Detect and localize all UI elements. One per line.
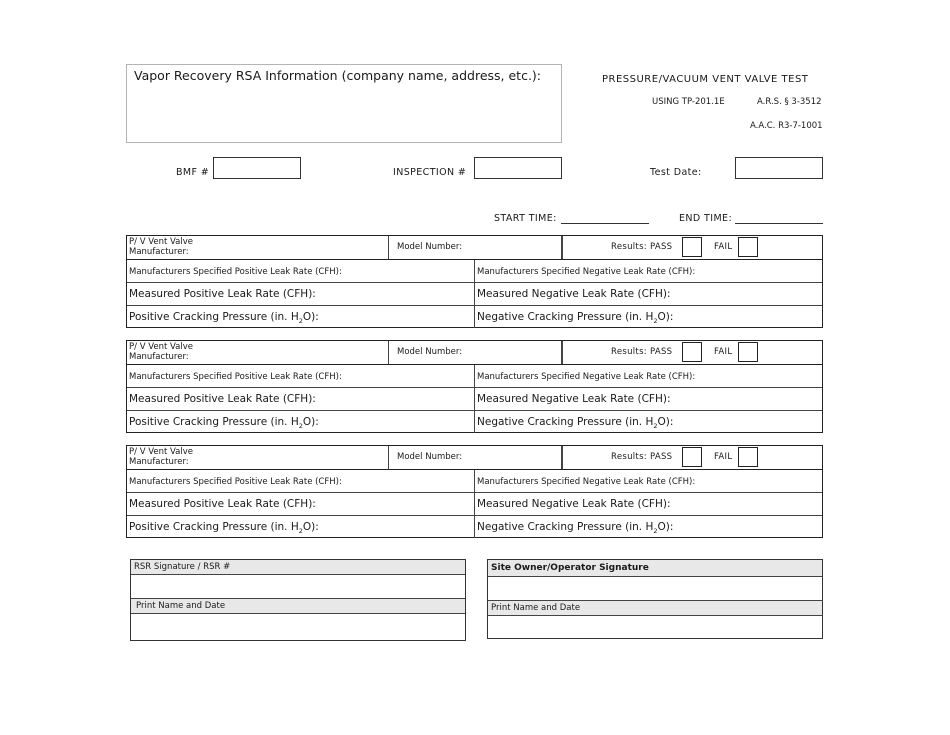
end-time-field[interactable] <box>735 223 823 224</box>
pass-checkbox[interactable] <box>682 237 702 257</box>
fail-label: FAIL <box>714 347 733 357</box>
fail-label: FAIL <box>714 242 733 252</box>
print-name-date-label-right: Print Name and Date <box>488 601 822 616</box>
owner-signature-label: Site Owner/Operator Signature <box>488 560 822 577</box>
inspection-field[interactable] <box>474 157 562 179</box>
end-time-label: END TIME: <box>679 213 733 224</box>
negative-cracking-pressure-label: Negative Cracking Pressure (in. $H_2O$): <box>477 416 674 431</box>
owner-print-name-field[interactable] <box>488 616 822 640</box>
model-number-label: Model Number: <box>397 242 463 252</box>
measured-leak-row <box>127 283 822 306</box>
fail-checkbox[interactable] <box>738 447 758 467</box>
bmf-field[interactable] <box>213 157 301 179</box>
measured-negative-leak-label: Measured Negative Leak Rate (CFH): <box>477 288 671 300</box>
manufacturer-label: P/ V Vent Valve Manufacturer: <box>129 237 193 257</box>
inspection-label: INSPECTION # <box>393 167 467 178</box>
aac-reference: A.A.C. R3-7-1001 <box>750 121 823 131</box>
positive-cracking-pressure-label: Positive Cracking Pressure (in. $H_2O$): <box>129 521 319 536</box>
measured-positive-leak-label: Measured Positive Leak Rate (CFH): <box>129 393 316 405</box>
negative-cracking-pressure-label: Negative Cracking Pressure (in. $H_2O$): <box>477 311 674 326</box>
fail-checkbox[interactable] <box>738 237 758 257</box>
test-date-field[interactable] <box>735 157 823 179</box>
spec-positive-leak-label: Manufacturers Specified Positive Leak Rate (CFH): <box>129 477 342 487</box>
positive-cracking-pressure-label: Positive Cracking Pressure (in. $H_2O$): <box>129 416 319 431</box>
fail-checkbox[interactable] <box>738 342 758 362</box>
valve-header-row <box>127 236 822 260</box>
ars-reference: A.R.S. § 3-3512 <box>757 97 822 107</box>
results-pass-label: Results: PASS <box>611 242 673 252</box>
manufacturer-label: P/ V Vent Valve Manufacturer: <box>129 447 193 467</box>
spec-leak-row <box>127 365 822 388</box>
spec-negative-leak-label: Manufacturers Specified Negative Leak Rate (CFH): <box>477 267 696 277</box>
valve-test-block-1 <box>126 235 823 328</box>
measured-positive-leak-label: Measured Positive Leak Rate (CFH): <box>129 288 316 300</box>
valve-header-row <box>127 446 822 470</box>
rsr-signature-block <box>130 559 466 641</box>
cracking-pressure-row <box>127 411 822 433</box>
positive-cracking-pressure-label: Positive Cracking Pressure (in. $H_2O$): <box>129 311 319 326</box>
measured-leak-row <box>127 388 822 411</box>
spec-leak-row <box>127 260 822 283</box>
model-number-label: Model Number: <box>397 452 463 462</box>
pass-checkbox[interactable] <box>682 447 702 467</box>
cracking-pressure-row <box>127 306 822 328</box>
measured-negative-leak-label: Measured Negative Leak Rate (CFH): <box>477 393 671 405</box>
rsr-print-name-field[interactable] <box>131 614 465 640</box>
rsr-signature-field[interactable] <box>131 575 465 599</box>
spec-negative-leak-label: Manufacturers Specified Negative Leak Rate (CFH): <box>477 372 696 382</box>
results-pass-label: Results: PASS <box>611 347 673 357</box>
negative-cracking-pressure-label: Negative Cracking Pressure (in. $H_2O$): <box>477 521 674 536</box>
model-number-label: Model Number: <box>397 347 463 357</box>
measured-leak-row <box>127 493 822 516</box>
spec-leak-row <box>127 470 822 493</box>
valve-header-row <box>127 341 822 365</box>
rsa-information-label: Vapor Recovery RSA Information (company name, address, etc.): <box>134 68 542 83</box>
results-pass-label: Results: PASS <box>611 452 673 462</box>
manufacturer-label: P/ V Vent Valve Manufacturer: <box>129 342 193 362</box>
fail-label: FAIL <box>714 452 733 462</box>
measured-negative-leak-label: Measured Negative Leak Rate (CFH): <box>477 498 671 510</box>
start-time-field[interactable] <box>561 223 649 224</box>
pass-checkbox[interactable] <box>682 342 702 362</box>
owner-signature-field[interactable] <box>488 577 822 601</box>
valve-test-block-3 <box>126 445 823 538</box>
cracking-pressure-row <box>127 516 822 538</box>
measured-positive-leak-label: Measured Positive Leak Rate (CFH): <box>129 498 316 510</box>
spec-positive-leak-label: Manufacturers Specified Positive Leak Rate (CFH): <box>129 372 342 382</box>
valve-test-block-2 <box>126 340 823 433</box>
test-procedure: USING TP-201.1E <box>652 97 725 107</box>
bmf-label: BMF # <box>176 167 210 178</box>
print-name-date-label-left: Print Name and Date <box>131 599 465 614</box>
start-time-label: START TIME: <box>494 213 557 224</box>
spec-negative-leak-label: Manufacturers Specified Negative Leak Rate (CFH): <box>477 477 696 487</box>
spec-positive-leak-label: Manufacturers Specified Positive Leak Rate (CFH): <box>129 267 342 277</box>
owner-signature-block <box>487 559 823 639</box>
form-title: PRESSURE/VACUUM VENT VALVE TEST <box>602 74 809 85</box>
rsr-signature-label: RSR Signature / RSR # <box>131 560 465 575</box>
test-date-label: Test Date: <box>650 167 702 178</box>
